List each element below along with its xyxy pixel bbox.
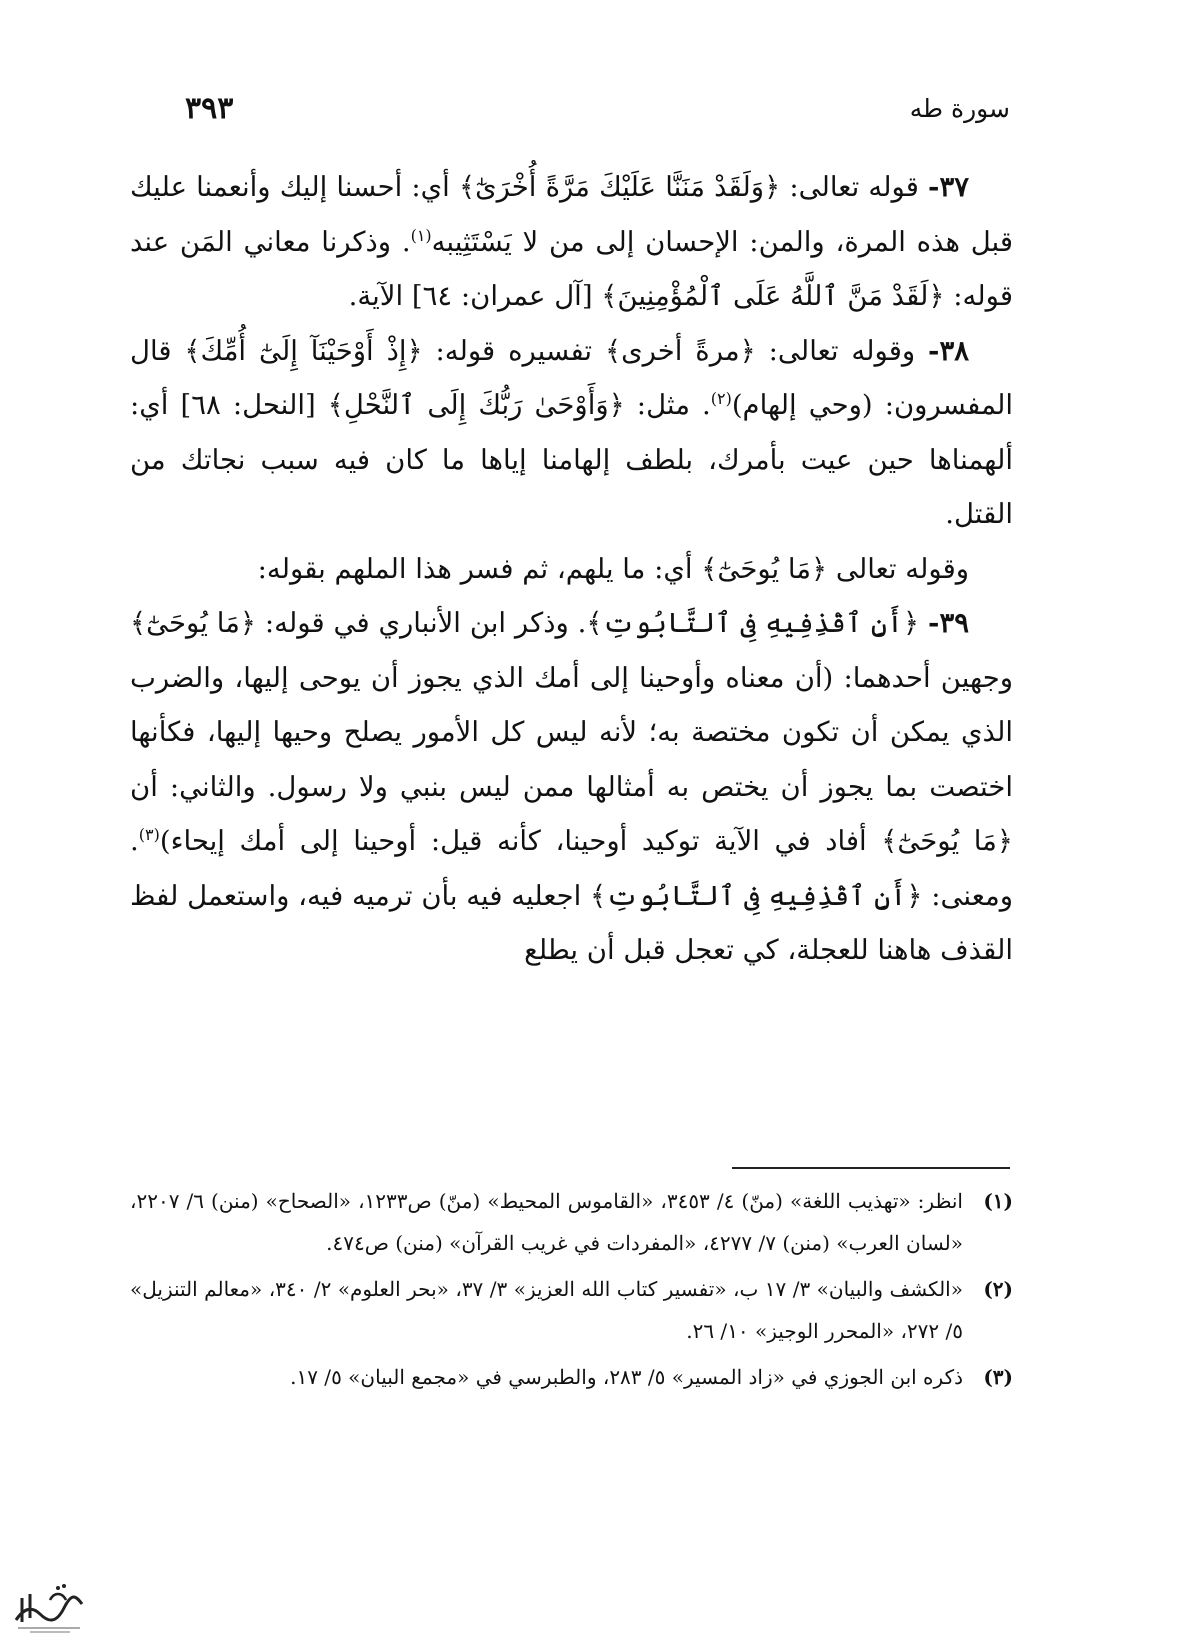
quran-quote: ﴿أَنِ ٱقْذِفِيهِ فِى ٱلتَّابُوتِ﴾: [586, 607, 929, 639]
quran-quote: ﴿لَقَدْ مَنَّ ٱللَّهُ عَلَى ٱلْمُؤْمِنِينَ﴾: [601, 280, 945, 312]
footnote-text: انظر: «تهذيب اللغة» (منّ) ٤/ ٣٤٥٣، «القاموس المحيط» (منّ) ص١٢٣٣، «الصحاح» (منن) ٦/ ٢٢٠٧، «لسان العرب» (منن) ٧/ ٤٢٧٧، «المفردات في غريب القرآن» (منن) ص٤٧٤.: [130, 1189, 963, 1255]
footnote-ref[interactable]: (١): [410, 225, 432, 245]
footnote-number: (١): [983, 1189, 1013, 1213]
text-run: تفسيره قوله:: [422, 334, 605, 367]
footnote-ref[interactable]: (٢): [710, 388, 732, 408]
verse-number: ٣٧-: [928, 171, 969, 203]
main-text: [130, 160, 1013, 978]
text-run: وقوله تعالى: [827, 552, 969, 585]
text-run: وقوله تعالى:: [755, 334, 929, 367]
footnote-3: [130, 1356, 1013, 1398]
quran-quote: ﴿مَا يُوحَىٰٓ﴾: [881, 825, 1014, 857]
surah-title: سورة طه: [909, 93, 1010, 123]
calligraphy-logo-icon: [10, 1578, 88, 1638]
page-number: ٣٩٣: [185, 90, 234, 126]
text-run: . مثل:: [624, 389, 711, 421]
quran-quote: ﴿وَلَقَدْ مَنَنَّا عَلَيْكَ مَرَّةً أُخْرَىٰٓ﴾: [458, 171, 781, 203]
text-run: أي: ألهمناها حين عيت بأمرك، بلطف إلهامنا إياها ما كان فيه سبب نجاتك من القتل.: [130, 389, 1013, 530]
footnote-text: «الكشف والبيان» ٣/ ١٧ ب، «تفسير كتاب الله العزيز» ٣/ ٣٧، «بحر العلوم» ٢/ ٣٤٠، «معالم التنزيل» ٥/ ٢٧٢، «المحرر الوجيز» ١٠/ ٢٦.: [130, 1277, 963, 1343]
quran-quote: ﴿إِذْ أَوْحَيْنَآ إِلَىٰٓ أُمِّكَ﴾: [184, 334, 423, 367]
paragraph-38: [130, 324, 1013, 542]
text-run: . وذكرنا معاني المَن عند قوله:: [130, 225, 1013, 312]
verse-number: ٣٨-: [928, 334, 969, 367]
footnote-text: ذكره ابن الجوزي في «زاد المسير» ٥/ ٢٨٣، والطبرسي في «مجمع البيان» ٥/ ١٧.: [290, 1365, 963, 1389]
page-header: [185, 88, 1010, 128]
text-run: . ومعنى:: [130, 825, 1013, 912]
paragraph-note: [130, 542, 1013, 597]
quran-quote: ﴿وَأَوْحَىٰ رَبُّكَ إِلَى ٱلنَّحْلِ﴾: [327, 389, 625, 421]
quran-quote: ﴿مَا يُوحَىٰٓ﴾: [701, 552, 828, 585]
surah-reference: [آل عمران: ٦٤]: [411, 280, 602, 312]
paragraph-39: [130, 596, 1013, 978]
footnote-2: [130, 1268, 1013, 1352]
text-run: أي: ما يلهم، ثم فسر هذا الملهم بقوله:: [257, 552, 702, 585]
text-run: قوله تعالى:: [780, 171, 929, 203]
text-run: أي: أحسنا إليك وأنعمنا عليك قبل هذه المرة، والمن: الإحسان إلى من لا يَسْتَثِيبه: [130, 171, 1013, 258]
quran-quote: ﴿مرةً أخرى﴾: [604, 334, 756, 367]
footnote-number: (٣): [983, 1365, 1013, 1389]
footnotes: [130, 1180, 1013, 1402]
text-run: اجعليه فيه بأن ترميه فيه، واستعمل لفظ القذف هاهنا للعجلة، كي تعجل قبل أن يطلع: [130, 879, 1013, 966]
text-run: . وذكر ابن الأنباري في قوله:: [256, 607, 587, 639]
verse-number: ٣٩-: [928, 607, 970, 639]
footnote-ref[interactable]: (٣): [138, 824, 160, 844]
footnote-1: [130, 1180, 1013, 1264]
surah-reference: [النحل: ٦٨]: [180, 389, 328, 421]
paragraph-37: [130, 160, 1013, 324]
quran-quote: ﴿مَا يُوحَىٰٓ﴾: [130, 607, 257, 639]
text-run: وجهين أحدهما: (أن معناه وأوحينا إلى أمك الذي يجوز أن يوحى إليها، والضرب الذي يمكن أن تكون مختصة به؛ لأنه ليس كل الأمور يصلح وحيها إليها، فكأنها اختصت بما يجوز أن يختص به أمثالها ممن ليس بنبي ولا رسول. والثاني: أن: [130, 661, 1013, 803]
quran-quote: ﴿أَنِ ٱقْذِفِيهِ فِى ٱلتَّابُوتِ﴾: [590, 879, 923, 912]
text-run: قال المفسرون: (وحي إلهام): [130, 334, 1013, 421]
footnote-divider: [732, 1167, 1010, 1169]
footnote-number: (٢): [983, 1277, 1013, 1301]
text-run: الآية.: [348, 280, 412, 312]
text-run: أفاد في الآية توكيد أوحينا، كأنه قيل: أوحينا إلى أمك إيحاء): [159, 825, 882, 857]
